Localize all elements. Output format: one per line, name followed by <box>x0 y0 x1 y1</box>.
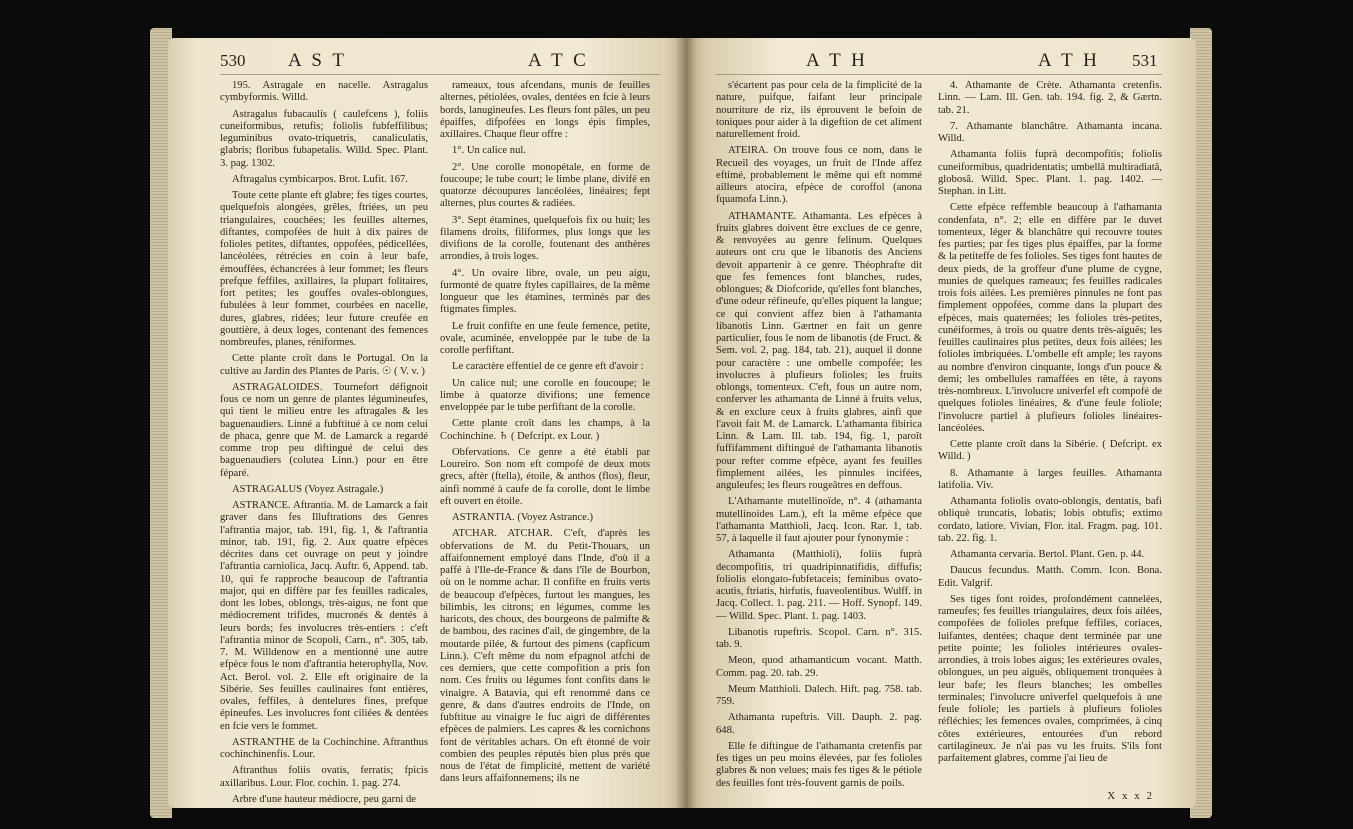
paragraph: ASTRANTIA. (Voyez Astrance.) <box>452 512 594 523</box>
paragraph: ASTRANTHE de la Cochinchine. Aftranthus cochinchinenfis. Lour. <box>220 736 428 760</box>
paragraph: s'écartent pas pour cela de la fimplicité de la nature, puifque, faifant leur principale nourriture de riz, ils éprouvent le befoin de toniques pour aider à la digeftion de cet aliment naturellement froid. <box>716 80 922 140</box>
left-running-head-second: A T C <box>528 50 589 71</box>
paragraph: Cette plante croît dans la Sibérie. ( Defcript. ex Willd. ) <box>938 439 1162 463</box>
paragraph: Athamanta rupeftris. Vill. Dauph. 2. pag. 648. <box>716 712 922 736</box>
header-rule <box>220 74 660 75</box>
paragraph: ATCHAR. ATCHAR. C'eft, d'après les obfervations de M. du Petit-Thouars, un affaifonnement employé dans l'Inde, d'où il a paffé à l'Ile-de-France & dans l'île de Bourbon, où on le nomme achar. Il confifte en fruits verts de beaucoup d'efpèces, furtout les mangues, les bilimbis, les citrons; en légumes, comme les haricots, des choux, des bourgeons de palmifte & de bambou, des racines d'ail, de gingembre, de la moutarde pilée, & furtout des pimens (capficum Linn.). C'eft même du nom efpagnol atfchi de ces derniers, que cette compofition a pris fon nom. Ces fruits ou légumes font confits dans le vinaigre. A Batavia, qui eft renommé dans ce genre, & dans d'autres endroits de l'Inde, on fubftitue au vinaigre le fuc aigri de différentes efpèces de palmiers. Les capres & les cornichons font de véritables achars. On eft étonné de voir combien des peuples réputés bien plus près que nous de l'état de fimplicité, mettent de variété dans leurs affaifonnemens; ils ne <box>440 528 650 785</box>
paragraph: Ses tiges font roides, profondément cannelées, rameufes; fes feuilles triangulaires, deux fois ailées, compofées de folioles prefque feffiles, coriaces, luifantes, dentées; chaque dent terminée par une petite pointe; les folioles intérieures ovales-arrondies, à trois lobes aigus; les extérieures ovales, oblongues, un peu aiguës, obliquement tronquées à leur bafe; les fleurs blanches; les ombelles terminales; l'involucre univerfel quelquefois à une feule foliole; les partiels à plufieurs folioles réfléchies; les femences ovales, comprimées, à cinq côtes extérieures, entourées d'un rebord cartilagineux. Je n'ai pas vu les fruits. S'ils font parfaitement glabres, comme j'ai lieu de <box>938 593 1162 764</box>
right-page-column-1 <box>716 80 922 796</box>
paragraph: 2°. Une corolle monopétale, en forme de foucoupe; le tube court; le limbe plane, divifé en quatorze découpures lancéolées, linéaires; fept alternes, plus courtes & radiées. <box>440 161 650 210</box>
paragraph: Libanotis rupeftris. Scopol. Carn. n°. 315. tab. 9. <box>716 626 922 650</box>
paragraph: Arbre d'une hauteur médiocre, peu garni de <box>232 793 416 805</box>
paragraph: ASTRAGALUS (Voyez Astragale.) <box>232 483 384 495</box>
right-page <box>686 38 1196 808</box>
left-running-head-first: A S T <box>288 50 348 71</box>
paragraph: 4. Athamante de Crète. Athamanta cretenfis. Linn. — Lam. Ill. Gen. tab. 194. fig. 2, & Gærtn. tab. 21. <box>938 80 1162 116</box>
paragraph: Athamanta (Matthioli), foliis fuprà decompofitis, tri quadripinnatifidis, diffufis; foliolis elongato-fubfetaceis; feminibus ovato-acutis, ftriatis, hirfutis, fuaveolentibus. Wulff. in Jacq. Collect. 1. pag. 211. — Hoff. Synopf. 149. — Willd. Spec. Plant. 1. pag. 1403. <box>716 549 922 622</box>
paragraph: Cette plante croît dans le Portugal. On la cultive au Jardin des Plantes de Paris. ☉ ( V. v. ) <box>220 353 428 377</box>
right-running-head-second: A T H <box>1038 50 1100 71</box>
paragraph: ASTRAGALOIDES. Tournefort défignoit fous ce nom un genre de plantes légumineufes, qui tient le milieu entre les aftragales & les baguenaudiers. Linné a fubftitué à ce nom celui de phaca, genre que M. de Lamarck a regardé comme trop peu diftingué de celui des baguenaudiers (colutea Linn.) pour en être féparé. <box>220 381 428 479</box>
left-page-column-1 <box>220 80 428 805</box>
paragraph: 8. Athamante à larges feuilles. Athamanta latifolia. Viv. <box>938 467 1162 491</box>
paragraph: Meum Matthioli. Dalech. Hift. pag. 758. tab. 759. <box>716 683 922 707</box>
book-gutter <box>676 38 696 808</box>
right-running-head-first: A T H <box>806 50 868 71</box>
paragraph: ASTRANCE. Aftrantia. M. de Lamarck a fait graver dans fes Illuftrations des Genres l'aftrantia major, tab. 191, fig. 1, & l'aftrantia minor, tab. 191, fig. 2. Aux quatre efpèces décrites dans cet ouvrage on peut y joindre l'aftrantia carniolica, Jacq. Auftr. 6, Append. tab. 10, qui fe rapproche beaucoup de l'aftrantia major, qui en diffère par fes feuilles radicales, dont les lobes, oblongs, très-aigus, ne font que médiocrement trifides, mucronés & dentés à leurs bords; fes involucres très-entiers : c'eft l'aftrantia minor de Scopoli, Carn., n°. 305, tab. 7. M. Willdenow en a mentionné une autre efpèce fous le nom d'aftrantia heterophylla, Nov. Act. Berol. vol. 2. Elle eft originaire de la Sibérie. Ses feuilles caulinaires font entières, ovales, feffiles, à dentelures fines, prefque épineufes. Les involucres font ciliées & dentées en fcie vers le fommet. <box>220 500 428 732</box>
right-page-column-2 <box>938 80 1162 796</box>
paragraph: Daucus fecundus. Matth. Comm. Icon. Bona. Edit. Valgrif. <box>938 565 1162 589</box>
paragraph: Le fruit confifte en une feule femence, petite, ovale, acuminée, enveloppée par le tube de la corolle perfiftant. <box>440 320 650 356</box>
paragraph: Athamanta foliolis ovato-oblongis, dentatis, bafi obliquè truncatis, lobatis; lobis obtufis; extimo cordato, latiore. Vivian, Flor. ital. Fragm. pag. 101. tab. 22. fig. 1. <box>938 496 1162 544</box>
paragraph: Athamanta foliis fuprà decompofitis; foliolis cuneiformibus, quadridentatis; umbellâ multiradiatâ, globosâ. Willd. Spec. Plant. 1. pag. 1402. — Stephan. in Litt. <box>938 149 1162 197</box>
paragraph: Meon, quod athamanticum vocant. Matth. Comm. pag. 20. tab. 29. <box>716 655 922 679</box>
paragraph: Aftragalus cymbicarpos. Brot. Lufit. 167. <box>232 173 408 185</box>
paragraph: Aftranthus foliis ovatis, ferratis; fpicis axillaribus. Lour. Flor. cochin. 1. pag. 274. <box>220 765 428 789</box>
left-page <box>168 38 686 808</box>
paragraph: Le caractère effentiel de ce genre eft d'avoir : <box>452 361 644 373</box>
right-page-number: 531 <box>1132 51 1158 70</box>
paragraph: 7. Athamante blanchâtre. Athamanta incana. Willd. <box>938 120 1162 144</box>
paragraph: Astragalus fubacaulis ( caulefcens ), foliis cuneiformibus, retufis; foliolis fubfeffilibus; leguminibus ovato-triquetris, canaliculatis, glabris; floribus fubapetalis. Willd. Spec. Plant. 3. pag. 1302. <box>220 108 428 169</box>
header-rule <box>716 74 1162 75</box>
paragraph: Obfervations. Ce genre a été établi par Loureiro. Son nom eft compofé de deux mots grecs, aftèr (ftella), étoile, & anthos (flos), fleur, ainfi nommé à caufe de fa corolle, dont le limbe eft ouvert en étoile. <box>440 446 650 507</box>
signature-mark: X x x 2 <box>1107 790 1154 802</box>
paragraph: 1°. Un calice nul. <box>452 145 526 157</box>
paragraph: Cette efpèce reffemble beaucoup à l'athamanta condenfata, n°. 2; elle en diffère par le duvet tomenteux, léger & blanchâtre qui recouvre toutes fes parties; par fes tiges plus épaiffes, par la forme & la petiteffe de fes folioles. Ses tiges font hautes de deux pieds, de la groffeur d'une plume de cygne, munies de quelques rameaux; fes feuilles radicales trois fois ailées. Les premières pinnules ne font pas fimplement oppofées, comme dans la plupart des efpèces, mais quaternées; les folioles très-petites, cunéiformes, à trois ou quatre dents très-aiguës; les feuilles caulinaires plus petites, deux fois ailées; les folioles imbriquées. L'ombelle eft ample; les rayons au nombre d'environ cinquante, longs d'un pouce & demi; les ombellules ramaffées en tête, à rayons très-nombreux. L'involucre univerfel eft compofé de quelques folioles linéaires, & d'une feule foliole; l'involucre partiel à plufieurs folioles linéaires-lancéolées. <box>938 202 1162 434</box>
paragraph: Athamanta cervaria. Bertol. Plant. Gen. p. 44. <box>950 549 1145 560</box>
left-page-number: 530 <box>220 51 246 70</box>
paragraph: Elle fe diftingue de l'athamanta cretenfis par fes tiges un peu moins élevées, par fes folioles glabres & non velues; mais fes tiges & le pétiole des feuilles font très-fouvent garnis de poils. <box>716 740 922 789</box>
left-page-column-2 <box>440 80 650 796</box>
paragraph: ATEIRA. On trouve fous ce nom, dans le Recueil des voyages, un fruit de l'Inde affez eftimé, probablement le même qui eft nommé ailleurs atocira, efpèce de coroffol (anona fquamofa Linn.). <box>716 145 922 206</box>
paragraph: rameaux, tous afcendans, munis de feuilles alternes, pétiolées, ovales, dentées en fcie à leurs bords, lanugineufes. Les fleurs font pâles, un peu épaiffes, difpofées en longs épis fimples, axillaires. Chaque fleur offre : <box>440 80 650 140</box>
paragraph: 3°. Sept étamines, quelquefois fix ou huit; les filamens droits, filiformes, plus longs que les divifions de la corolle, foutenant des anthères arrondies, à trois loges. <box>440 214 650 263</box>
paragraph: Toute cette plante eft glabre; fes tiges courtes, quelquefois alongées, grêles, ftriées, un peu triangulaires, couchées; les feuilles alternes, diftantes, compofées de huit à dix paires de folioles petites, diftantes, oppofées, pédicellées, lancéolées, rétrécies en coin à leur bafe, émouffées, échancrées à leur fommet; les fleurs prefque feffiles, axillaires, la plupart folitaires, fort petites; les gouffes ovales-oblongues, fubulées à leur fommet, courbées en nacelle, dures, glabres, ridées; leur future creufée en gouttière, à deux loges, contenant des femences nombreufes, planes, réniformes. <box>220 190 428 348</box>
paragraph: Cette plante croît dans les champs, à la Cochinchine. ♄ ( Defcript. ex Lour. ) <box>440 418 650 442</box>
paragraph: ATHAMANTE. Athamanta. Les efpèces à fruits glabres doivent être exclues de ce genre, & renvoyées au genre felinum. Quelques auteurs ont cru que le libanotis des Anciens devoit appartenir à ce genre. Théophrafte dit que fes femences font blanches, rudes, oblongues; & Diofcoride, qu'elles font blanches, d'une odeur réfineufe, qu'elles piquent la langue; ce qui convient affez bien à l'athamanta libanotis Linn. Gærtner en fait un genre particulier, fous le nom de libanotis (de Fruct. & Sem. vol. 2, pag. 184, tab. 21), auquel il donne pour caractère : une ombelle compofée; les involucres à plufieurs folioles; les fruits oblongs, tomenteux. C'eft, fous un autre nom, conferver les athamanta de Linné à fruits velus, & en exclure ceux à fruits glabres, ainfi que l'avoit fait M. de Lamarck. L'athamanta fibirica Linn. & Lam. Ill. tab. 194, fig. 1, paroît fuffifamment diftingué de l'athamanta libanotis pour refter comme efpèce, ayant fes feuilles fimplement ailées, les pinnules incifées, anguleufes; les fleurs rougeâtres en deffous. <box>716 210 922 491</box>
paragraph: Un calice nul; une corolle en foucoupe; le limbe à quatorze divifions; une femence enveloppée par le tube perfiftant de la corolle. <box>440 377 650 413</box>
paragraph: 4°. Un ovaire libre, ovale, un peu aigu, furmonté de quatre ftyles capillaires, de la même longueur que les étamines, terminés par des ftigmates fimples. <box>440 267 650 316</box>
paragraph: 195. Astragale en nacelle. Astragalus cymbyformis. Willd. <box>220 80 428 104</box>
paragraph: L'Athamante mutellinoïde, n°. 4 (athamanta mutellinoides Lam.), eft la même efpèce que l'athamanta Matthioli, Jacq. Icon. Rar. 1, tab. 57, à laquelle il faut ajouter pour fynonymie : <box>716 496 922 544</box>
